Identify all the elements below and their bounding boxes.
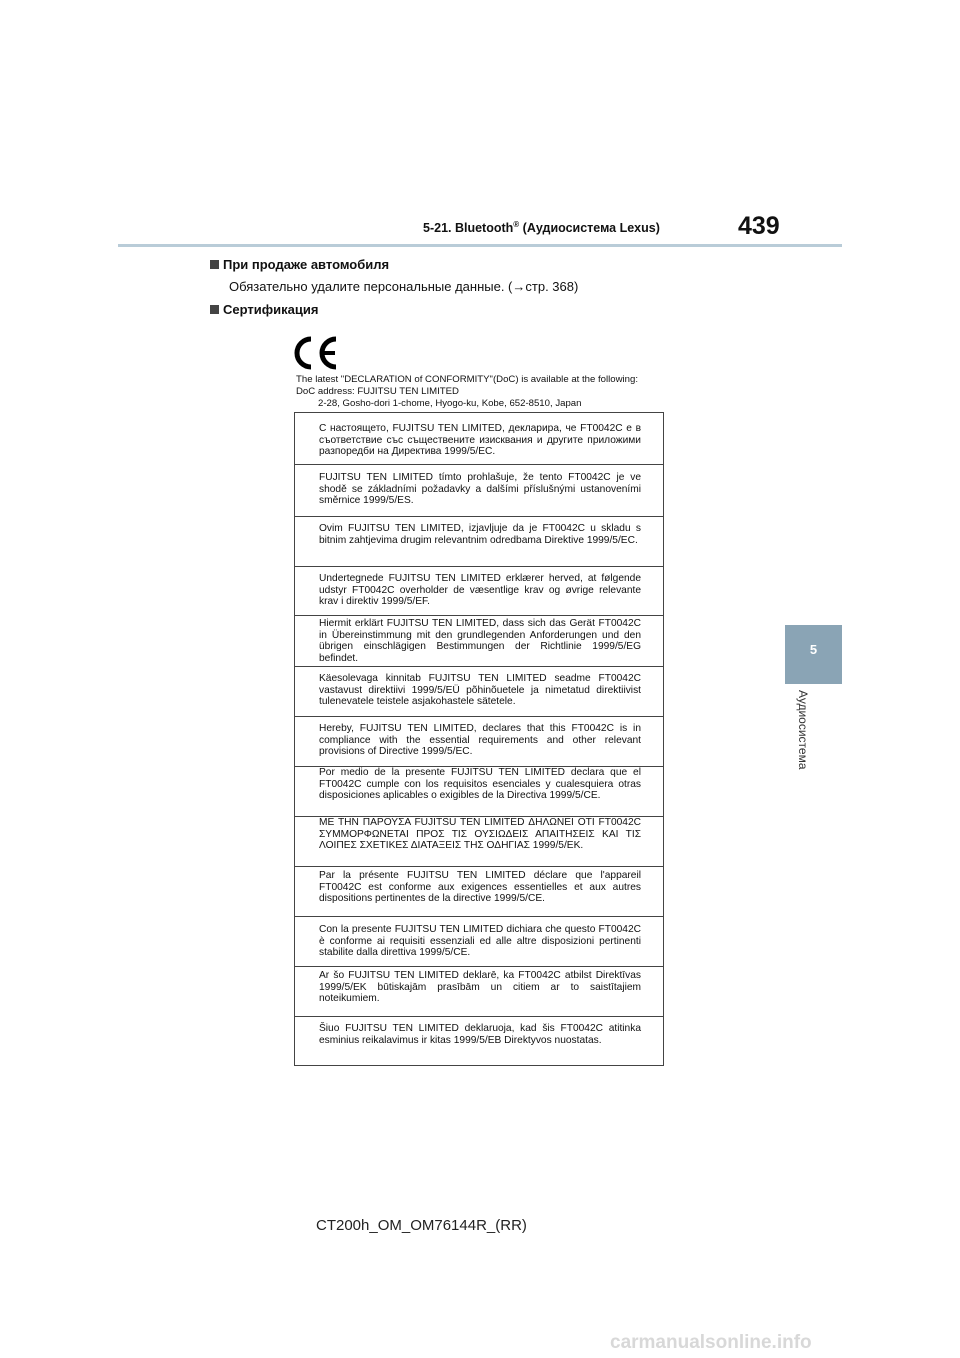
declaration-it: Con la presente FUJITSU TEN LIMITED dichiara che questo FT0042C è conforme ai requisiti essenziali ed alle altre disposizioni pertinenti stabilite dalla direttiva 1999/5/CE. bbox=[295, 917, 663, 967]
header-divider bbox=[118, 244, 842, 247]
section-title: 5-21. Bluetooth® (Аудиосистема Lexus) bbox=[423, 220, 660, 236]
declaration-hr: Ovim FUJITSU TEN LIMITED, izjavljuje da je FT0042C u skladu s bitnim zahtjevima drugim relevantnim odredbama Direktive 1999/5/EC. bbox=[295, 517, 663, 567]
declaration-table bbox=[294, 412, 664, 1066]
declaration-lt: Šiuo FUJITSU TEN LIMITED deklaruoja, kad šis FT0042C atitinka esminius reikalavimus ir kitas 1999/5/EB Direktyvos nuostatas. bbox=[319, 1023, 641, 1046]
chapter-tab[interactable]: 5 bbox=[785, 625, 842, 684]
declaration-fr: Par la présente FUJITSU TEN LIMITED déclare que l'appareil FT0042C est conforme aux exigences essentielles et aux autres dispositions pertinentes de la directive 1999/5/CE. bbox=[295, 867, 663, 917]
declaration-et: Käesolevaga kinnitab FUJITSU TEN LIMITED seadme FT0042C vastavust direktiivi 1999/5/EÜ põhinõuetele ja nimetatud direktiivist tulenevatele teistele asjakohastele sätetele. bbox=[295, 667, 663, 717]
section-heading-certification: Сертификация bbox=[210, 302, 318, 317]
declaration-es: Por medio de la presente FUJITSU TEN LIMITED declara que el FT0042C cumple con los requisitos esenciales y cualesquiera otras disposiciones aplicables o exigibles de la Directiva 1999/5/CE. bbox=[295, 767, 663, 817]
chapter-label: Аудиосистема bbox=[796, 690, 810, 770]
declaration-cs: FUJITSU TEN LIMITED tímto prohlašuje, že tento FT0042C je ve shodě se základními požadavky a dalšími příslušnými ustanoveními směrnice 1999/5/ES. bbox=[295, 465, 663, 517]
page-number: 439 bbox=[738, 212, 780, 240]
doc-line: The latest "DECLARATION of CONFORMITY"(DoC) is available at the following: bbox=[296, 374, 638, 385]
bullet-square-icon bbox=[210, 305, 219, 314]
declaration-da: Undertegnede FUJITSU TEN LIMITED erklærer herved, at følgende udstyr FT0042C overholder de væsentlige krav og øvrige relevante krav i direktiv 1999/5/EF. bbox=[295, 567, 663, 616]
ce-mark-icon bbox=[289, 336, 341, 370]
doc-line: 2-28, Gosho-dori 1-chome, Hyogo-ku, Kobe, 652-8510, Japan bbox=[318, 398, 582, 409]
doc-line: DoC address: FUJITSU TEN LIMITED bbox=[296, 386, 459, 397]
document-code: CT200h_OM_OM76144R_(RR) bbox=[316, 1217, 527, 1234]
doc-address-block bbox=[296, 374, 638, 410]
declaration-bg: С настоящето, FUJITSU TEN LIMITED, декларира, че FT0042C е в съответствие със съществените изисквания и другите приложими разпоредби на Директива 1999/5/ЕС. bbox=[295, 413, 663, 465]
section-body-sale: Обязательно удалите персональные данные. (→стр. 368) bbox=[229, 279, 579, 294]
declaration-el: ΜΕ ΤΗΝ ΠΑΡΟΥΣΑ FUJITSU TEN LIMITED ΔΗΛΩΝΕΙ ΟΤΙ FT0042C ΣΥΜΜΟΡΦΩΝΕΤΑΙ ΠΡΟΣ ΤΙΣ ΟΥΣΙΩΔΕΙΣ ΑΠΑΙΤΗΣΕΙΣ ΚΑΙ ΤΙΣ ΛΟΙΠΕΣ ΣΧΕΤΙΚΕΣ ΔΙΑΤΑΞΕΙΣ ΤΗΣ ΟΔΗΓΙΑΣ 1999/5/ΕΚ. bbox=[295, 817, 663, 867]
watermark: carmanualsonline.info bbox=[610, 1332, 812, 1353]
bullet-square-icon bbox=[210, 260, 219, 269]
section-heading-sale: При продаже автомобиля bbox=[210, 257, 389, 272]
declaration-en: Hereby, FUJITSU TEN LIMITED, declares that this FT0042C is in compliance with the essential requirements and other relevant provisions of Directive 1999/5/EC. bbox=[295, 717, 663, 767]
declaration-lv: Ar šo FUJITSU TEN LIMITED deklarē, ka FT0042C atbilst Direktīvas 1999/5/EK būtiskajām prasībām un citiem ar to saistītajiem noteikumiem. bbox=[295, 967, 663, 1017]
declaration-de: Hiermit erklärt FUJITSU TEN LIMITED, dass sich das Gerät FT0042C in Übereinstimmung mit den grundlegenden Anforderungen und den übrigen einschlägigen Bestimmungen der Richtlinie 1999/5/EG befindet. bbox=[295, 616, 663, 667]
